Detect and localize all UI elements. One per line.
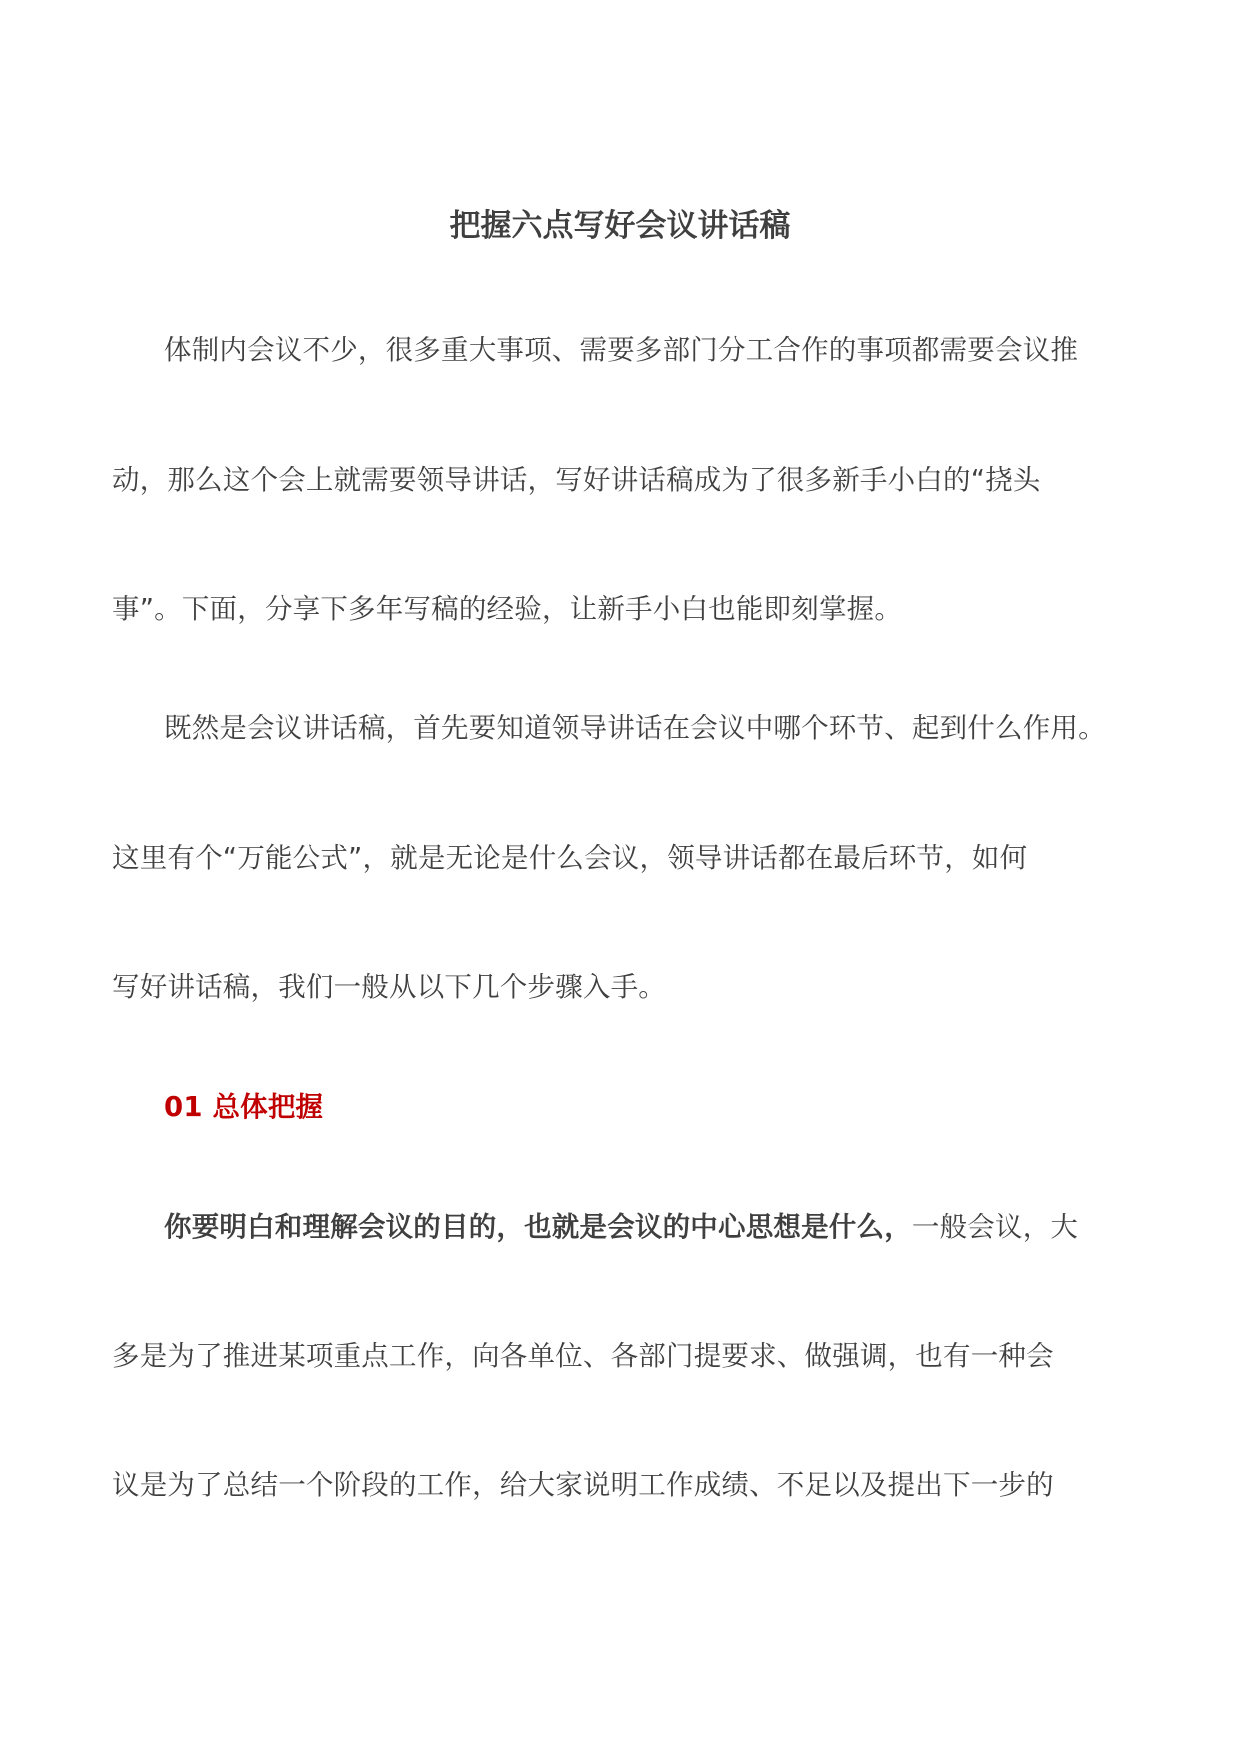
document-title: 把握六点写好会议讲话稿 — [449, 208, 791, 244]
section-key-point: 你要明白和理解会议的目的，也就是会议的中心思想是什么， — [164, 1211, 912, 1243]
paragraph-2-line-1: 既然是会议讲话稿，首先要知道领导讲话在会议中哪个环节、起到什么作用。 — [164, 712, 1106, 744]
paragraph-2-line-3: 写好讲话稿，我们一般从以下几个步骤入手。 — [112, 971, 666, 1003]
paragraph-1-line-1: 体制内会议不少，很多重大事项、需要多部门分工合作的事项都需要会议推 — [164, 334, 1079, 366]
section-paragraph-line-2: 多是为了推进某项重点工作，向各单位、各部门提要求、做强调，也有一种会 — [112, 1340, 1054, 1372]
paragraph-2-line-2: 这里有个“万能公式”，就是无论是什么会议，领导讲话都在最后环节，如何 — [112, 842, 1028, 874]
section-paragraph-line-1 — [164, 1207, 1078, 1247]
section-paragraph-line-3: 议是为了总结一个阶段的工作，给大家说明工作成绩、不足以及提出下一步的 — [112, 1469, 1054, 1501]
section-line-1-rest: 一般会议，大 — [911, 1211, 1079, 1243]
paragraph-1-line-2: 动，那么这个会上就需要领导讲话，写好讲话稿成为了很多新手小白的“挠头 — [112, 464, 1041, 496]
section-heading: 01 总体把握 — [164, 1091, 324, 1123]
paragraph-1-line-3: 事”。下面，分享下多年写稿的经验，让新手小白也能即刻掌握。 — [112, 593, 903, 625]
